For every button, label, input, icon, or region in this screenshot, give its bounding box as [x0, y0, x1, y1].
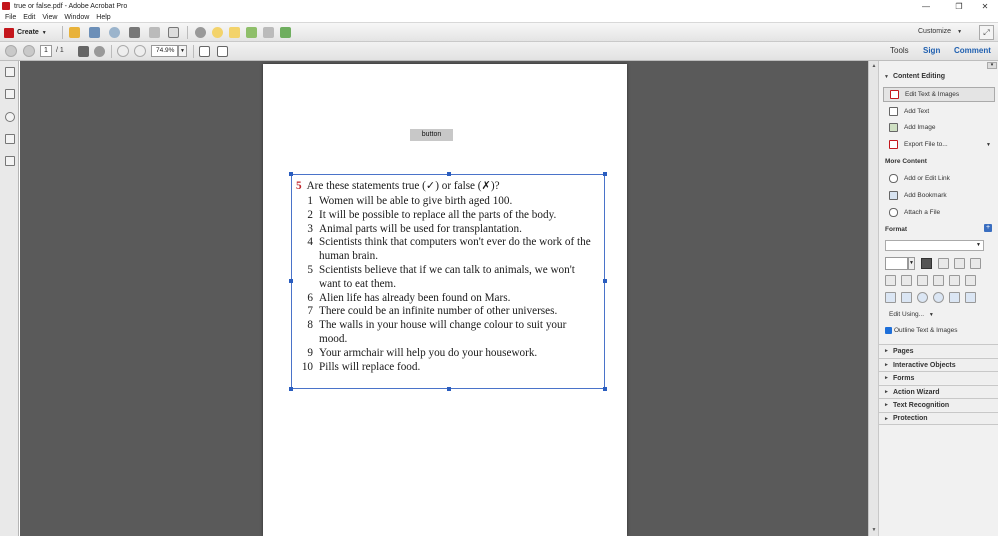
- add-text-icon: [889, 107, 898, 116]
- item-label: Add Bookmark: [904, 192, 947, 199]
- superscript-icon[interactable]: [949, 275, 960, 286]
- item-text: Women will be able to give birth aged 100.: [319, 195, 513, 207]
- menu-edit[interactable]: Edit: [23, 13, 36, 21]
- edit-using-dropdown[interactable]: [889, 311, 934, 318]
- email-icon[interactable]: [168, 27, 179, 38]
- resize-handle[interactable]: [289, 279, 293, 283]
- item-text: Scientists believe that if we can talk to animals, we won't want to eat them.: [319, 263, 575, 290]
- close-button[interactable]: ✕: [981, 1, 989, 11]
- item-text: Animal parts will be used for transplantation.: [319, 222, 522, 235]
- list-item: [296, 305, 596, 319]
- list-item: [296, 361, 596, 375]
- section-protection[interactable]: [879, 412, 998, 425]
- menu-bar: [0, 12, 998, 22]
- resize-handle[interactable]: [289, 387, 293, 391]
- navigation-toolbar: [0, 42, 998, 61]
- item-number: 8: [307, 319, 313, 332]
- section-title: Protection: [892, 415, 928, 422]
- outline-label: Outline Text & Images: [894, 327, 958, 334]
- format-header: Format: [885, 226, 908, 233]
- tab-sign[interactable]: Sign: [923, 46, 941, 55]
- section-action-wizard[interactable]: [879, 385, 998, 398]
- add-image-icon: [889, 123, 898, 132]
- page-button-label[interactable]: button: [410, 129, 453, 141]
- more-content-header: More Content: [885, 158, 927, 165]
- section-title: Content Editing: [892, 73, 946, 80]
- page-thumbnails-icon[interactable]: [5, 67, 15, 77]
- expand-icon[interactable]: ⤢: [979, 25, 994, 40]
- text-style-icon[interactable]: [938, 258, 949, 269]
- alignment-row: [885, 275, 976, 288]
- item-label: Export File to...: [904, 141, 948, 148]
- resize-handle[interactable]: [603, 387, 607, 391]
- resize-handle[interactable]: [603, 279, 607, 283]
- item-label: Add or Edit Link: [904, 175, 950, 182]
- vertical-scrollbar[interactable]: [868, 61, 878, 536]
- item-label: Attach a File: [904, 209, 941, 216]
- tab-comment[interactable]: Comment: [954, 46, 991, 55]
- chevron-down-icon: ▼: [957, 29, 963, 35]
- chevron-right-icon: ►: [884, 375, 889, 381]
- attach-file-button[interactable]: [883, 205, 995, 220]
- print-icon[interactable]: [129, 27, 140, 38]
- object-tools-row: [885, 292, 976, 305]
- rotate-left-icon[interactable]: [917, 292, 928, 303]
- chevron-down-icon: ▼: [976, 242, 981, 248]
- exercise-number: 5: [296, 180, 302, 192]
- list-item: [296, 209, 596, 223]
- section-title: Interactive Objects: [892, 361, 956, 369]
- add-edit-link-button[interactable]: [883, 171, 995, 186]
- left-navigation-panel: [0, 61, 19, 536]
- section-title: Pages: [892, 347, 914, 355]
- subscript-icon[interactable]: [965, 275, 976, 286]
- create-label: Create: [17, 29, 39, 36]
- section-title: Forms: [892, 374, 915, 382]
- item-number: 10: [301, 360, 313, 373]
- link-icon: [889, 174, 898, 183]
- list-item: [296, 319, 596, 347]
- item-number: 7: [307, 305, 313, 318]
- document-viewport[interactable]: [20, 61, 868, 536]
- signatures-icon[interactable]: [5, 156, 15, 166]
- share-icon[interactable]: [280, 27, 291, 38]
- align-left-icon[interactable]: [885, 275, 896, 286]
- scroll-down-icon[interactable]: ▼: [871, 527, 877, 533]
- pdf-page: [263, 64, 627, 536]
- content-editing-header[interactable]: [879, 70, 998, 83]
- item-text: Scientists think that computers won't ever do the work of the human brain.: [319, 236, 591, 263]
- chevron-right-icon: ►: [884, 348, 889, 354]
- attach-icon[interactable]: [263, 27, 274, 38]
- align-center-icon[interactable]: [901, 275, 912, 286]
- section-interactive-objects[interactable]: [879, 358, 998, 371]
- zoom-in-icon[interactable]: [134, 45, 146, 57]
- create-button[interactable]: [4, 26, 47, 39]
- open-folder-icon[interactable]: [69, 27, 80, 38]
- acrobat-app-icon: [2, 2, 10, 10]
- arrange-icon[interactable]: [949, 292, 960, 303]
- list-item: [296, 223, 596, 237]
- flip-icon[interactable]: [885, 292, 896, 303]
- menu-window[interactable]: Window: [64, 13, 90, 21]
- next-page-icon[interactable]: [23, 45, 35, 57]
- add-format-icon[interactable]: +: [985, 224, 991, 231]
- page-number-input[interactable]: 1: [40, 45, 52, 57]
- italic-icon[interactable]: [954, 258, 965, 269]
- crop-icon[interactable]: [965, 292, 976, 303]
- chevron-down-icon: ▼: [986, 141, 991, 148]
- item-number: 6: [307, 291, 313, 304]
- tab-tools[interactable]: Tools: [890, 46, 909, 55]
- list-item: [296, 264, 596, 292]
- restore-button[interactable]: ❐: [955, 1, 963, 11]
- item-text: The walls in your house will change colour to suit your mood.: [319, 319, 567, 345]
- export-file-button[interactable]: [883, 137, 995, 152]
- section-pages[interactable]: [879, 344, 998, 357]
- triangle-icon[interactable]: [901, 292, 912, 303]
- scroll-up-icon[interactable]: ▲: [871, 63, 877, 69]
- zoom-dropdown-chevron-icon[interactable]: ▼: [178, 45, 187, 57]
- exercise-heading: [296, 179, 596, 195]
- chevron-down-icon: ▼: [41, 29, 47, 36]
- font-family-select[interactable]: [885, 240, 984, 251]
- menu-file[interactable]: File: [5, 13, 17, 21]
- export-file-icon: [889, 140, 898, 149]
- bookmark-icon: [889, 191, 898, 200]
- zoom-input[interactable]: 74.9%: [151, 45, 178, 57]
- font-color-swatch[interactable]: [921, 258, 932, 269]
- chevron-right-icon: ►: [884, 362, 889, 368]
- zoom-out-icon[interactable]: [117, 45, 129, 57]
- item-number: 4: [307, 236, 313, 249]
- exercise-title: Are these statements true (✓) or false (✗)?: [306, 180, 500, 192]
- rotate-right-icon[interactable]: [933, 292, 944, 303]
- edit-document-icon[interactable]: [149, 27, 160, 38]
- section-title: Action Wizard: [892, 388, 940, 396]
- resize-handle[interactable]: [289, 172, 293, 176]
- resize-handle[interactable]: [603, 172, 607, 176]
- stamp-icon[interactable]: [229, 27, 240, 38]
- item-label: Add Image: [904, 124, 936, 131]
- bookmarks-icon[interactable]: [5, 89, 15, 99]
- font-size-input[interactable]: [885, 257, 908, 270]
- list-item: [296, 236, 596, 264]
- customize-label: Customize: [918, 28, 952, 35]
- settings-gear-icon[interactable]: [195, 27, 206, 38]
- page-total: / 1: [56, 47, 64, 54]
- item-number: 2: [307, 208, 313, 221]
- justify-icon[interactable]: [933, 275, 944, 286]
- add-bookmark-button[interactable]: [883, 188, 995, 203]
- section-title: Text Recognition: [892, 401, 950, 409]
- item-number: 5: [307, 263, 313, 276]
- toolbar-divider: [62, 26, 63, 39]
- list-item: [296, 195, 596, 209]
- item-text: Your armchair will help you do your housework.: [319, 346, 538, 359]
- attachments-icon[interactable]: [5, 112, 15, 122]
- toolbar-divider: [193, 45, 194, 58]
- main-toolbar: [0, 22, 998, 42]
- add-image-button[interactable]: [883, 120, 995, 135]
- chevron-right-icon: ►: [884, 415, 889, 422]
- chevron-right-icon: ►: [884, 389, 889, 395]
- item-text: Pills will replace food.: [319, 360, 421, 373]
- paperclip-icon: [889, 208, 898, 217]
- title-bar: [0, 0, 998, 12]
- section-forms[interactable]: [879, 371, 998, 384]
- customize-dropdown[interactable]: [918, 28, 962, 35]
- edit-text-images-button[interactable]: [883, 87, 995, 102]
- item-text: There could be an infinite number of other universes.: [319, 305, 558, 318]
- fit-width-icon[interactable]: [217, 46, 228, 57]
- outline-checkbox[interactable]: [885, 327, 892, 334]
- create-icon: [4, 28, 14, 38]
- chevron-down-icon: ▼: [928, 312, 934, 318]
- resize-handle[interactable]: [447, 387, 451, 391]
- item-label: Add Text: [904, 108, 930, 115]
- edit-text-icon: [890, 90, 899, 99]
- menu-view[interactable]: View: [42, 13, 58, 21]
- item-number: 1: [307, 195, 313, 207]
- cloud-upload-icon[interactable]: [109, 27, 120, 38]
- item-number: 3: [307, 222, 313, 235]
- save-icon[interactable]: [89, 27, 100, 38]
- list-item: [296, 292, 596, 306]
- chevron-down-icon[interactable]: ▼: [908, 257, 915, 270]
- underline-icon[interactable]: [970, 258, 981, 269]
- item-label: Edit Text & Images: [905, 91, 960, 98]
- fit-page-icon[interactable]: [199, 46, 210, 57]
- tools-panel: [878, 61, 998, 536]
- exercise-text: [296, 179, 596, 374]
- previous-page-icon[interactable]: [5, 45, 17, 57]
- edit-using-label: Edit Using...: [889, 311, 925, 318]
- select-cursor-icon[interactable]: [78, 46, 89, 57]
- text-style-row: [938, 258, 981, 271]
- item-text: Alien life has already been found on Mars.: [319, 291, 511, 304]
- layers-icon[interactable]: [5, 134, 15, 144]
- toolbar-divider: [111, 45, 112, 58]
- panel-options-icon[interactable]: ▾: [987, 62, 997, 69]
- resize-handle[interactable]: [447, 172, 451, 176]
- window-title: true or false.pdf - Adobe Acrobat Pro: [14, 2, 128, 10]
- item-text: It will be possible to replace all the parts of the body.: [319, 208, 557, 221]
- chevron-right-icon: ►: [884, 402, 889, 408]
- toolbar-divider: [187, 26, 188, 39]
- highlight-icon[interactable]: [246, 27, 257, 38]
- hand-tool-icon[interactable]: [94, 46, 105, 57]
- section-text-recognition[interactable]: [879, 398, 998, 411]
- align-right-icon[interactable]: [917, 275, 928, 286]
- menu-help[interactable]: Help: [96, 13, 111, 21]
- chevron-down-icon: ▼: [884, 73, 889, 80]
- comment-bubble-icon[interactable]: [212, 27, 223, 38]
- minimize-button[interactable]: —: [922, 1, 930, 11]
- item-number: 9: [307, 346, 313, 359]
- add-text-button[interactable]: [883, 104, 995, 119]
- list-item: [296, 347, 596, 361]
